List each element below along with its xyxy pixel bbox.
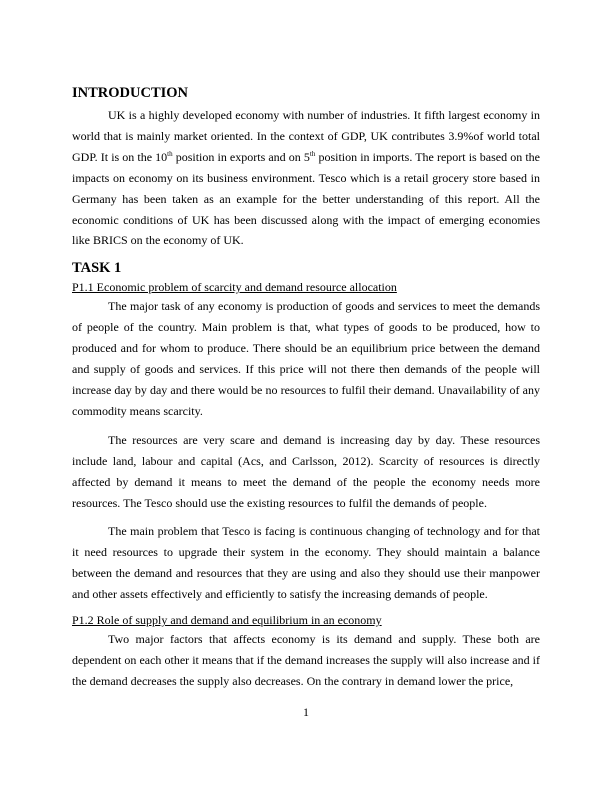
- paragraph: The major task of any economy is production of goods and services to meet the demands of people of the country. Main problem is that, what types of goods to be produced, how to produced and for whom to produce. There should be an equilibrium price between the demand and supply of goods and services. If this price will not there then demands of the people will increase day by day and there would be no resources to fulfil their demand. Unavailability of any commodity means scarcity.: [72, 299, 540, 418]
- introduction-text-part-1: UK is a highly developed economy with number of industries. It fifth largest economy in world that is mainly market oriented. In the context of GDP, UK contributes 3.9%of world total GDP. It is on the 10: [72, 108, 540, 164]
- page-number: 1: [303, 705, 309, 719]
- ordinal-superscript: th: [167, 149, 173, 158]
- paragraph: The resources are very scare and demand is increasing day by day. These resources include land, labour and capital (Acs, and Carlsson, 2012). Scarcity of resources is directly affected by demand it means to meet the demand of the people the economy needs more resources. The Tesco should use the existing resources to fulfil the demands of people.: [72, 432, 540, 510]
- document-page: [72, 0, 540, 692]
- introduction-paragraph: [72, 105, 540, 251]
- ordinal-superscript: th: [309, 149, 316, 158]
- paragraph: Two major factors that affects economy is its demand and supply. These both are dependent on each other it means that if the demand increases the supply will also increase and if the demand decreases the supply also decreases. On the contrary in demand lower the price,: [72, 632, 540, 688]
- task1-heading: TASK 1: [72, 260, 122, 277]
- paragraph: The main problem that Tesco is facing is continuous changing of technology and for that it need resources to upgrade their system in the economy. They should maintain a balance between the demand and resources that they are using and also they should use their manpower and other assets effectively and efficiently to satisfy the increasing demands of people.: [72, 524, 540, 602]
- introduction-text-part-3: position in imports. The report is based on the impacts on economy on its business environment. Tesco which is a retail grocery store based in Germany has been taken as an example for the better understanding of this report. All the economic conditions of UK has been discussed along with the impact of emerging economies like BRICS on the economy of UK.: [72, 149, 540, 248]
- section-p11-title: P1.1 Economic problem of scarcity and demand resource allocation: [72, 280, 397, 295]
- introduction-text-part-2: position in exports and on 5: [172, 149, 310, 164]
- introduction-heading: INTRODUCTION: [72, 85, 189, 101]
- section-p12-title: P1.2 Role of supply and demand and equilibrium in an economy: [72, 613, 382, 628]
